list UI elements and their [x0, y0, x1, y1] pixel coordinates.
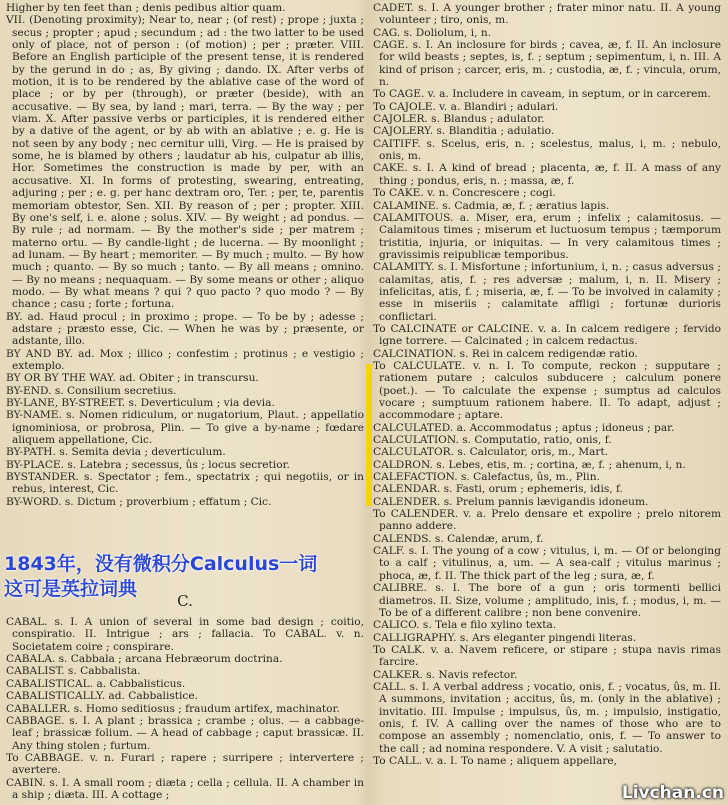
dictionary-entry: CALENDER. s. Prelum pannis lævigandis idoneum.: [373, 495, 649, 508]
dictionary-entry: CALEFACTION. s. Calefactus, ûs, m., Plin.: [373, 471, 600, 484]
dictionary-entry: CAGE. s. I. An inclosure for birds ; cavea, æ, f. II. An inclosure for wild beasts ; septes, is, f. ; septum ; sepimentum, i, n. III. A kind of prison ; carcer, eris, m. ; custodia, æ, f. ; vincula, orum, n.: [373, 39, 721, 89]
dictionary-entry: CALF. s. I. The young of a cow ; vitulus, i, m. — Of or belonging to a calf ; vitulinus, a, um. — A sea-calf ; vitulus marinus ; phoca, æ, f. II. The thick part of the leg ; sura, æ, f.: [373, 545, 721, 582]
dictionary-entry: BY AND BY. ad. Mox ; illico ; confestim ; protinus ; e vestigio ; extemplo.: [6, 347, 364, 372]
dictionary-entry: To CALENDER. v. a. Prelo densare et expolire ; prelo nitorem panno addere.: [373, 508, 721, 533]
dictionary-entry: CALIBRE. s. I. The bore of a gun ; oris tormenti bellici diametros. II. Size, volume ; amplitudo, inis, f. ; modus, i, m. — To be of a different calibre ; non bene convenire.: [373, 582, 721, 619]
dictionary-entry: BY-LANE, BY-STREET. s. Deverticulum ; via devia.: [6, 397, 275, 409]
dictionary-entry: CAKE. s. I. A kind of bread ; placenta, æ, f. II. A mass of any thing ; pondus, eris, n. ; massa, æ, f.: [373, 162, 721, 187]
dictionary-entry: BY OR BY THE WAY. ad. Obiter ; in transcursu.: [6, 372, 259, 385]
dictionary-entry: CABBAGE. s. I. A plant ; brassica ; crambe ; olus. — a cabbage-leaf ; brassicæ folium. — A head of cabbage ; caput brassicæ. II. Any thing stolen ; furtum.: [6, 714, 364, 752]
dictionary-entry: CABIN. s. I. A small room ; diæta ; cella ; cellula. II. A chamber in a ship ; diæta. III. A cottage ;: [6, 776, 364, 801]
dictionary-entry: To CALL. v. a. I. To name ; aliquem appellare,: [373, 754, 618, 767]
section-letter-c: C.: [177, 592, 193, 611]
dictionary-entry: CALAMITY. s. I. Misfortune ; infortunium, i, n. ; casus adversus ; calamitas, atis, f. ; res adversæ ; malum, i, n. II. Misery ; infelicitas, atis, f. ; miseria, æ, f. — To be involved in calamity ; esse in miseriis ; calamitate affligi ; fortunæ durioris conflictari.: [373, 261, 721, 323]
dictionary-entry: CAJOLERY. s. Blanditia ; adulatio.: [373, 125, 555, 138]
dictionary-entry: To CAJOLE. v. a. Blandiri ; adulari.: [373, 100, 559, 113]
dictionary-entry: To CALCULATE. v. n. I. To compute, reckon ; supputare ; rationem putare ; calculos subducere ; calculum ponere (poet.). — To calculate the expense ; sumptus ad calculos vocare ; sumptuum rationem habere. II. To adapt, adjust ; accommodare ; aptare.: [373, 359, 721, 422]
dictionary-entry: CALENDAR. s. Fasti, orum ; ephemeris, idis, f.: [373, 483, 623, 496]
dictionary-entry: CALDRON. s. Lebes, etis, m. ; cortina, æ, f. ; ahenum, i, n.: [373, 458, 686, 471]
highlight-bar: [366, 364, 372, 506]
dictionary-entry: BY-PATH. s. Semita devia ; deverticulum.: [6, 446, 226, 459]
dictionary-entry: CAITIFF. s. Scelus, eris, n. ; scelestus, malus, i, m. ; nebulo, onis, m.: [373, 137, 721, 163]
dictionary-entry: CALAMITOUS. a. Miser, era, erum ; infelix ; calamitosus. — Calamitous times ; miserum et luctuosum tempus ; tæmporum tristitia, injuria, or iniquitas. — In very calamitous times ; gravissimis reipublicæ temporibus.: [373, 211, 721, 261]
dictionary-entry: CALL. s. I. A verbal address ; vocatio, onis, f. ; vocatus, ûs, m. II. A summons, invitation ; accitus, ûs, m. (only in the ablative) ; invitatio. III. Impulse ; impulsus, ûs, m. ; impulsio, instigatio, onis, f. IV. A calling over the names of those who are to compose an assembly ; nomenclatio, onis, f. — To answer to the call ; ad nomina respondere. V. A visit ; salutatio.: [373, 680, 721, 755]
dictionary-entry: CABALIST. s. Cabbalista.: [6, 665, 141, 678]
dictionary-entry: CALLIGRAPHY. s. Ars eleganter pingendi literas.: [373, 631, 637, 644]
site-watermark: Livchan.cn: [621, 783, 724, 803]
right-entries: [373, 2, 721, 767]
dictionary-entry: To CALCINATE or CALCINE. v. a. In calcem redigere ; fervido igne torrere. — Calcinated ; in calcem redactus.: [373, 322, 721, 348]
dictionary-entry: CALICO. s. Tela e filo xylino texta.: [373, 619, 557, 632]
dictionary-entry: VII. (Denoting proximity); Near to, near ; (of rest) ; prope ; juxta ; secus ; propter ; apud ; secundum ; ad : the two latter to be used only of place, not of person : (of motion) ; per ; præter. VIII. Before an English participle of the present tense, it is rendered by the gerund in do ; as, By giving ; dando. IX. After verbs of motion, it is to be rendered by the ablative case of the word of place ; or by per (through), or præter (beside), with an accusative. — By sea, by land ; mari, terra. — By the way ; per viam. X. After passive verbs or participles, it is rendered either by a dative of the agent, or by ab with an ablative ; e. g. He is not seen by any body ; nec cernitur ulli, Virg. — He is praised by some, he is blamed by others ; laudatur ab his, culpatur ab illis, Hor. Sometimes the construction is made by per, with an accusative. XI. In forms of protesting, swearing, entreating, adjuring ; per ; e. g. per hanc dextram oro, Ter. ; per, te, parentis memoriam obtestor, Sen. XII. By reason of ; per ; propter. XIII. By one's self, i. e. alone ; solus. XIV. — By weight ; ad pondus. — By rule ; ad normam. — By the mother's side ; per matrem ; materno ortu. — By candle-light ; de lucerna. — By moonlight ; ad lunam. — By heart ; memoriter. — By much ; multo. — By how much ; quanto. — By so much ; tanto. — By all means ; omnino. — By no means ; nequaquam. — By some means or other ; aliquo modo. — By what means ? qui ? quo pacto ? quo modo ? — By chance ; casu ; forte ; fortuna.: [6, 14, 364, 311]
dictionary-entry: BY. ad. Haud procul ; in proximo ; prope. — To be by ; adesse ; adstare ; præsto esse, Cic. — When he was by ; præsente, or adstante, illo.: [6, 310, 364, 348]
dictionary-entry: CABALISTICAL. a. Cabbalisticus.: [6, 677, 186, 690]
caption-overlay: [0, 552, 368, 624]
right-column: [373, 2, 721, 802]
dictionary-entry: BY-PLACE. s. Latebra ; secessus, ûs ; locus secretior.: [6, 458, 290, 471]
dictionary-entry: CALENDS. s. Calendæ, arum, f.: [373, 532, 544, 545]
left-entries-bottom: [6, 616, 364, 801]
dictionary-entry: BY-END. s. Consilium secretius.: [6, 384, 177, 397]
dictionary-entry: BYSTANDER. s. Spectator ; fem., spectatrix ; qui negotiis, or in rebus, interest, Cic.: [6, 471, 364, 496]
dictionary-entry: CAG. s. Doliolum, i, n.: [373, 26, 492, 39]
dictionary-entry: CABALISTICALLY. ad. Cabbalistice.: [6, 690, 198, 703]
left-entries-top: [6, 2, 364, 508]
left-column: [6, 2, 364, 802]
dictionary-entry: To CAKE. v. n. Concrescere ; cogi.: [373, 187, 556, 200]
dictionary-entry: CADET. s. I. A younger brother ; frater minor natu. II. A young volunteer ; tiro, onis, m.: [373, 2, 721, 27]
dictionary-entry: CALCINATION. s. Rei in calcem redigendæ ratio.: [373, 347, 638, 360]
dictionary-entry: To CAGE. v. a. Includere in caveam, in septum, or in carcerem.: [373, 88, 711, 101]
dictionary-entry: CABALLER. s. Homo seditiosus ; fraudum artifex, machinator.: [6, 702, 340, 715]
caption-line-2: 这可是英拉词典: [4, 578, 138, 600]
dictionary-entry: CABALA. s. Cabbala ; arcana Hebræorum doctrina.: [6, 653, 283, 666]
dictionary-entry: BY-WORD. s. Dictum ; proverbium ; effatum ; Cic.: [6, 495, 272, 508]
dictionary-entry: Higher by ten feet than ; denis pedibus altior quam.: [6, 2, 286, 14]
dictionary-entry: CAJOLER. s. Blandus ; adulator.: [373, 113, 545, 126]
dictionary-entry: CALCULATOR. s. Calculator, oris, m., Mart.: [373, 446, 609, 459]
dictionary-entry: BY-NAME. s. Nomen ridiculum, or nugatorium, Plaut. ; appellatio ignominiosa, or probrosa, Plin. — To give a by-name ; fœdare aliquem appellatione, Cic.: [6, 409, 364, 447]
caption-line-1: 1843年，没有微积分Calculus一词: [4, 553, 318, 575]
dictionary-entry: To CABBAGE. v. n. Furari ; rapere ; surripere ; intervertere ; avertere.: [6, 751, 364, 777]
dictionary-entry: To CALK. v. a. Navem reficere, or stipare ; stupa navis rimas farcire.: [373, 643, 721, 669]
dictionary-entry: CALKER. s. Navis refector.: [373, 668, 518, 681]
dictionary-entry: CALAMINE. s. Cadmia, æ, f. ; æratius lapis.: [373, 199, 610, 212]
dictionary-entry: CALCULATED. a. Accommodatus ; aptus ; idoneus ; par.: [373, 421, 675, 434]
dictionary-entry: CALCULATION. s. Computatio, ratio, onis, f.: [373, 434, 612, 447]
dictionary-entry: CABAL. s. I. A union of several in some bad design ; coitio, conspiratio. II. Intrigue ; ars ; fallacia. To CABAL. v. n. Societatem coire ; conspirare.: [6, 616, 364, 653]
